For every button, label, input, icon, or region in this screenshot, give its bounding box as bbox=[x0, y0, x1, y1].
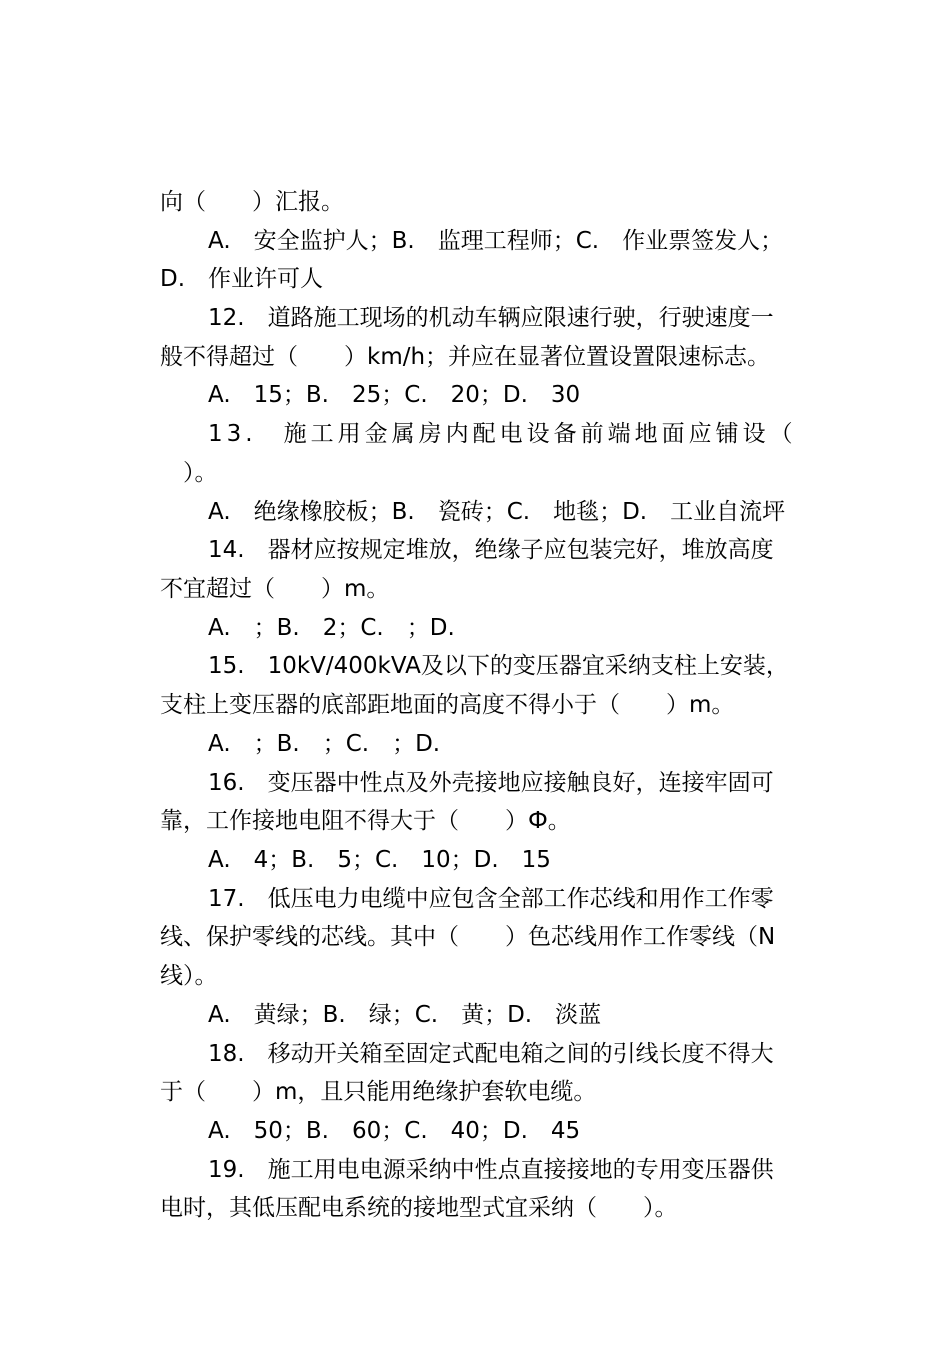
text-line: A. ；B. 2；C. ；D. bbox=[208, 615, 455, 641]
text-line: D. 作业许可人 bbox=[160, 266, 324, 292]
text-line: 线、保护零线的芯线。其中（ ）色芯线用作工作零线（N bbox=[160, 924, 776, 950]
text-line: A. 15；B. 25；C. 20；D. 30 bbox=[208, 382, 581, 408]
text-line: 靠，工作接地电阻不得大于（ ）Ф。 bbox=[160, 808, 571, 834]
question-19: 19. 施工用电电源采纳中性点直接接地的专用变压器供 bbox=[208, 1157, 774, 1183]
question-17: 17. 低压电力电缆中应包含全部工作芯线和用作工作零 bbox=[208, 886, 774, 912]
text-line: 支柱上变压器的底部距地面的高度不得小于（ ）m。 bbox=[160, 692, 735, 718]
text-line: A. ；B. ；C. ；D. bbox=[208, 731, 441, 757]
text-line: ）。 bbox=[160, 460, 218, 486]
text-line: A. 安全监护人；B. 监理工程师；C. 作业票签发人； bbox=[208, 228, 784, 254]
text-line: A. 50；B. 60；C. 40；D. 45 bbox=[208, 1118, 581, 1144]
text-line: 般不得超过（ ）km/h；并应在显著位置设置限速标志。 bbox=[160, 344, 771, 370]
text-line: 于（ ）m，且只能用绝缘护套软电缆。 bbox=[160, 1079, 597, 1105]
text-line: 线）。 bbox=[160, 963, 218, 989]
question-15: 15. 10kV/400kVA及以下的变压器宜采纳支柱上安装， bbox=[208, 653, 789, 679]
text-line: A. 黄绿；B. 绿；C. 黄；D. 淡蓝 bbox=[208, 1002, 602, 1028]
question-14: 14. 器材应按规定堆放，绝缘子应包装完好，堆放高度 bbox=[208, 537, 774, 563]
question-12: 12. 道路施工现场的机动车辆应限速行驶，行驶速度一 bbox=[208, 305, 774, 331]
text-line: 电时，其低压配电系统的接地型式宜采纳（ ）。 bbox=[160, 1195, 678, 1221]
text-line: A. 绝缘橡胶板；B. 瓷砖；C. 地毯；D. 工业自流坪 bbox=[208, 499, 786, 525]
question-18: 18. 移动开关箱至固定式配电箱之间的引线长度不得大 bbox=[208, 1041, 774, 1067]
text-line: 向（ ）汇报。 bbox=[160, 189, 344, 215]
question-13: 13. 施工用金属房内配电设备前端地面应铺设（ bbox=[208, 421, 797, 447]
question-16: 16. 变压器中性点及外壳接地应接触良好，连接牢固可 bbox=[208, 770, 774, 796]
text-line: A. 4；B. 5；C. 10；D. 15 bbox=[208, 847, 551, 873]
text-line: 不宜超过（ ）m。 bbox=[160, 576, 390, 602]
